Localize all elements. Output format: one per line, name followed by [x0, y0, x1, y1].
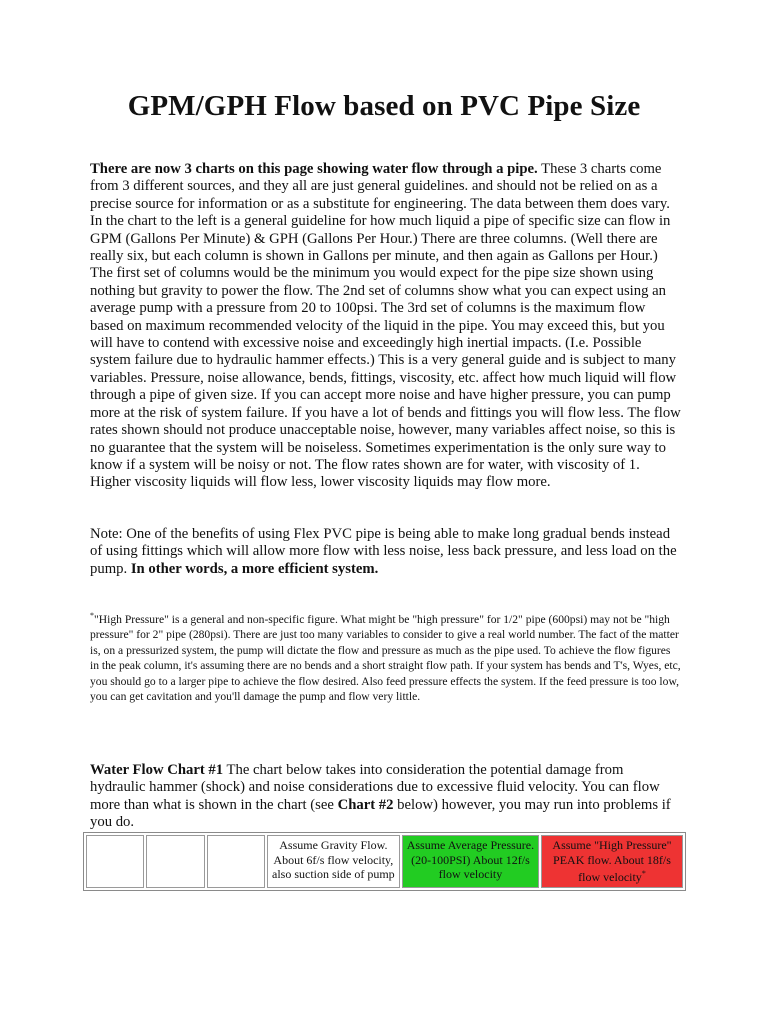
peak-flow-label: Assume "High Pressure" PEAK flow. About 18f/s flow velocity — [552, 838, 672, 884]
footnote-body: "High Pressure" is a general and non-specific figure. What might be "high pressure" for 1/2" pipe (600psi) may not be "high pressure" for 2" pipe (280psi). There are just too many variables to consider to give a real world number. The fact of the matter is, on a pressurized system, the pump will dictate the flow and pressure as much as the pipe used. To achieve the flow figures in the peak column, it's assuming there are no bends and a short straight flow path. If your system has bends and T's, Wyes, etc, you should go to a larger pipe to achieve the flow desired. Also feed pressure effects the system. If the feed pressure is too low, you can get cavitation and you'll damage the pump and flow very little. — [90, 613, 681, 704]
footnote-paragraph — [90, 608, 682, 704]
chart2-reference: Chart #2 — [337, 796, 394, 813]
intro-lead: There are now 3 charts on this page showing water flow through a pipe. — [90, 161, 538, 177]
intro-body: These 3 charts come from 3 different sources, and they all are just general guidelines. and should not be relied on as a precise source for information or as a substitute for engineering. The data between them does vary. In the chart to the left is a general guideline for how much liquid a pipe of specific size can flow in GPM (Gallons Per Minute) & GPH (Gallons Per Hour.) There are three columns. (Well there are really six, but each column is shown in Gallons per minute, and then again as Gallons per Hour.) The first set of columns would be the minimum you would expect for the pipe size shown using nothing but gravity to power the flow. The 2nd set of columns show what you can expect using an average pump with a pressure from 20 to 100psi. The 3rd set of columns is the maximum flow based on maximum recommended velocity of the liquid in the pipe. You may exceed this, but you will have to contend with excessive noise and exceedingly high inertial impacts. (I.e. Possible system failure due to hydraulic hammer effects.) This is a very general guide and is subject to many variables. Pressure, noise allowance, bends, fittings, viscosity, etc. affect how much liquid will flow through a pipe of given size. If you can accept more noise and have higher pressure, you can pump more at the risk of system failure. If you have a lot of bends and fittings you will flow less. The flow rates shown should not produce unacceptable noise, however, many variables affect noise, so this is no guarantee that the system will be noiseless. Sometimes experimentation is the only sure way to know if a system will be noisy or not. The flow rates shown are for water, with viscosity of 1. Higher viscosity liquids will flow less, lower viscosity liquids may flow more. — [90, 161, 681, 491]
flow-chart-table — [83, 832, 686, 891]
average-pressure-label: Assume Average Pressure. (20-100PSI) About 12f/s flow velocity — [406, 838, 535, 881]
note-body: Note: One of the benefits of using Flex PVC pipe is being able to make long gradual bends instead of using fittings which will allow more flow with less noise, less back pressure, and less load on the pump. — [90, 526, 677, 577]
gravity-flow-header: Assume Gravity Flow. About 6f/s flow velocity, also suction side of pump — [267, 835, 400, 888]
note-bold: In other words, a more efficient system. — [130, 560, 379, 577]
page-title: GPM/GPH Flow based on PVC Pipe Size — [127, 90, 641, 122]
peak-flow-marker: * — [641, 869, 646, 878]
chart1-text-2: below) however, you may run into problems if you do. — [90, 796, 671, 831]
empty-header-cell — [86, 835, 144, 888]
intro-paragraph — [90, 161, 682, 492]
footnote-marker: * — [90, 611, 94, 620]
note-paragraph — [90, 526, 682, 578]
peak-flow-header — [541, 835, 683, 888]
average-pressure-header — [402, 835, 539, 888]
table-header-row — [86, 835, 683, 888]
chart1-label: Water Flow Chart #1 — [90, 762, 224, 778]
chart1-intro — [90, 762, 682, 832]
empty-header-cell — [146, 835, 204, 888]
empty-header-cell — [207, 835, 265, 888]
chart1-text-1: The chart below takes into consideration the potential damage from hydraulic hammer (shock) and noise considerations due to excessive fluid velocity. You can flow more than what is shown in the chart (see — [90, 762, 660, 813]
